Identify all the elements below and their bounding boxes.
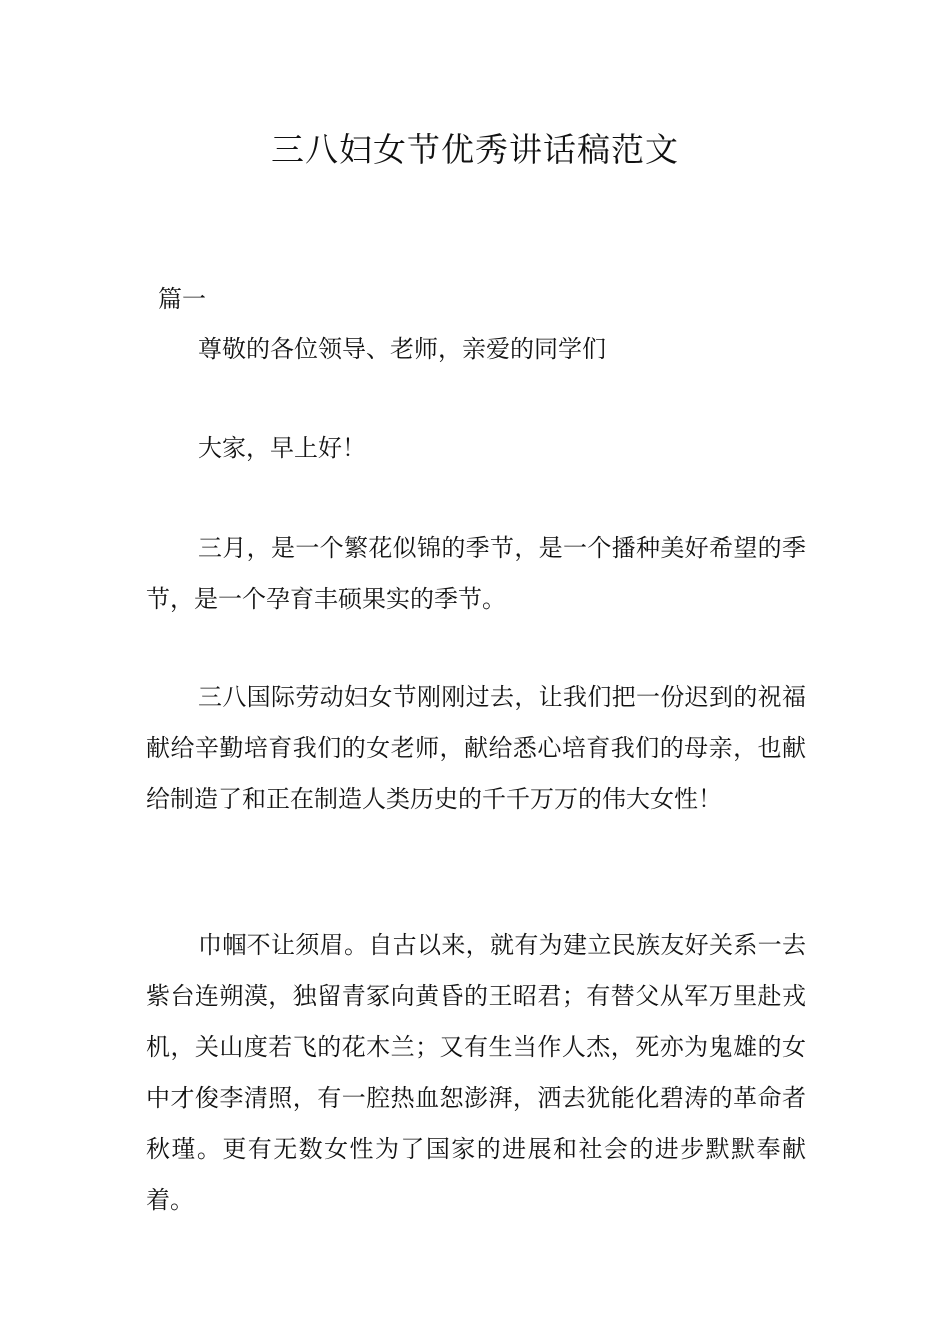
paragraph-womens-day: 三八国际劳动妇女节刚刚过去，让我们把一份迟到的祝福献给辛勤培育我们的女老师，献给悉心培育我们的母亲，也献给制造了和正在制造人类历史的千千万万的伟大女性！ <box>146 683 806 813</box>
paragraph-history: 巾帼不让须眉。自古以来，就有为建立民族友好关系一去紫台连朔漠，独留青冢向黄昏的王昭君；有替父从军万里赴戎机，关山度若飞的花木兰；又有生当作人杰，死亦为鬼雄的女中才俊李清照，有一腔热血恕澎湃，洒去犹能化碧涛的革命者秋瑾。更有无数女性为了国家的进展和社会的进步默默奉献着。 <box>146 931 806 1214</box>
document-title: 三八妇女节优秀讲话稿范文 <box>271 130 679 169</box>
paragraph-march: 三月，是一个繁花似锦的季节，是一个播种美好希望的季节，是一个孕育丰硕果实的季节。 <box>146 534 806 613</box>
paragraph-salutation: 尊敬的各位领导、老师，亲爱的同学们 <box>198 335 606 363</box>
paragraph-greeting: 大家，早上好！ <box>198 434 366 462</box>
section-label: 篇一 <box>158 285 206 313</box>
